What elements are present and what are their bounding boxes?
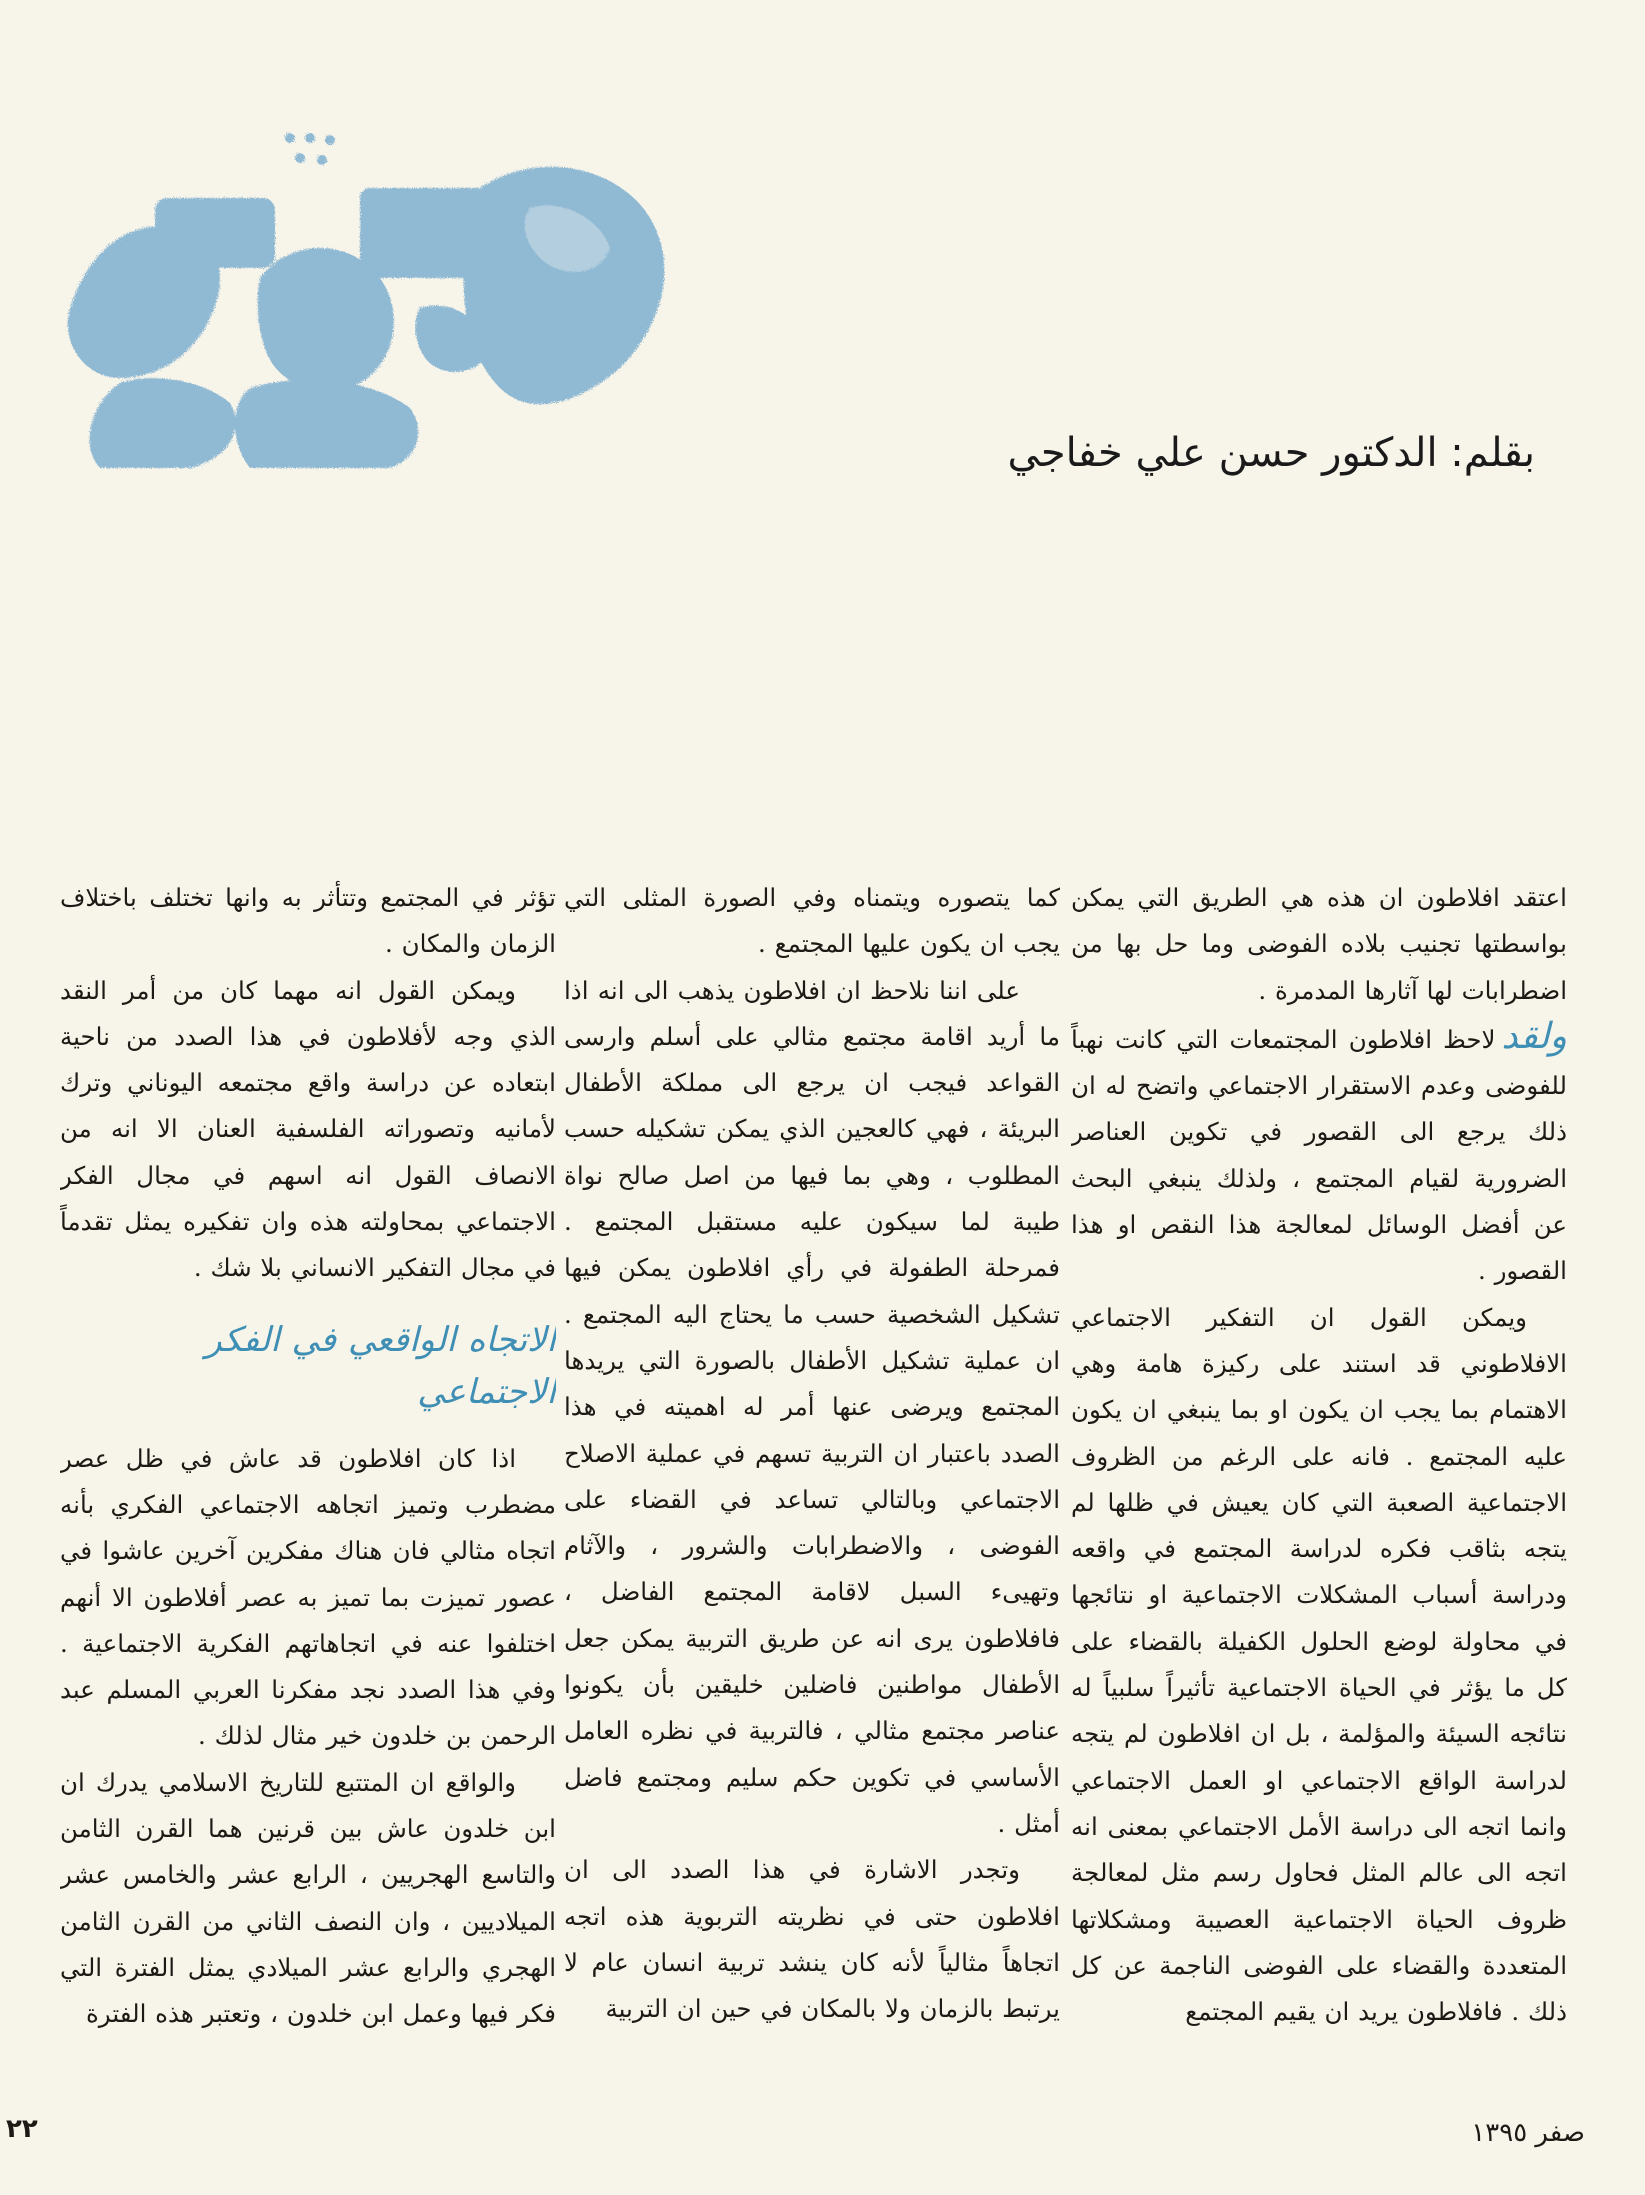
article-column-right [1071,875,1567,2085]
paragraph: ويمكن القول انه مهما كان من أمر النقد الذي وجه لأفلاطون في هذا الصدد من ناحية ابتعاده عن دراسة واقع مجتمعه اليوناني وترك لأمانيه وتصوراته الفلسفية العنان الا انه من الانصاف القول انه اسهم في مجال الفكر الاجتماعي بمحاولته هذه وان تفكيره يمثل تقدماً في مجال التفكير الانساني بلا شك . [60,975,556,1283]
paragraph: والواقع ان المتتبع للتاريخ الاسلامي يدرك ان ابن خلدون عاش بين قرنين هما القرن الثامن والتاسع الهجريين ، الرابع عشر والخامس عشر الميلاديين ، وان النصف الثاني من القرن الثامن الهجري والرابع عشر الميلادي يمثل الفترة التي فكر فيها وعمل ابن خلدون ، وتعتبر هذه الفترة [60,1767,556,2029]
paragraph-with-drop-word [1071,1014,1567,1295]
section-subheading: الاتجاه الواقعي في الفكر الاجتماعي [205,1319,556,1412]
article-column-middle [564,875,1060,2085]
photo-collage-image [60,128,720,473]
paragraph: ويمكن القول ان التفكير الاجتماعي الافلاطوني قد استند على ركيزة هامة وهي الاهتمام بما يجب ان يكون او بما ينبغي ان يكون عليه المجتمع . فانه على الرغم من الظروف الاجتماعية الصعبة التي كان يعيش في ظلها لم يتجه بثاقب فكره لدراسة المجتمع في واقعه ودراسة أسباب المشكلات الاجتماعية او نتائجها في محاولة لوضع الحلول الكفيلة بالقضاء على كل ما يؤثر في الحياة الاجتماعية تأثيراً سلبياً له نتائجه السيئة والمؤلمة ، بل ان افلاطون لم يتجه لدراسة الواقع الاجتماعي او العمل الاجتماعي وانما اتجه الى دراسة الأمل الاجتماعي بمعنى انه اتجه الى عالم المثل فحاول رسم مثل لمعالجة ظروف الحياة الاجتماعية العصيبة ومشكلاتها المتعددة والقضاء على الفوضى الناجمة عن كل ذلك . فافلاطون يريد ان يقيم المجتمع [1071,1302,1567,2027]
paragraph-text: لاحظ افلاطون المجتمعات التي كانت نهباً للفوضى وعدم الاستقرار الاجتماعي واتضح له ان ذلك يرجع الى القصور في تكوين العناصر الضرورية لقيام المجتمع ، ولذلك ينبغي البحث عن أفضل الوسائل لمعالجة هذا النقص او هذا القصور . [1071,1024,1567,1286]
author-byline: بقلم: الدكتور حسن علي خفاجي [1007,430,1535,476]
decorative-drop-word: ولقد [1501,1015,1567,1057]
paragraph: تؤثر في المجتمع وتتأثر به وانها تختلف باختلاف الزمان والمكان . [60,883,556,959]
page-number: ٢٢ [6,2114,38,2144]
issue-date: صفر ١٣٩٥ [1471,2118,1585,2148]
header-photo [60,128,720,473]
paragraph: اعتقد افلاطون ان هذه هي الطريق التي يمكن بواسطتها تجنيب بلاده الفوضى وما حل بها من اضطرابات لها آثارها المدمرة . [1071,883,1567,1005]
paragraph: اذا كان افلاطون قد عاش في ظل عصر مضطرب وتميز اتجاهه الاجتماعي الفكري بأنه اتجاه مثالي فان هناك مفكرين آخرين عاشوا في عصور تميزت بما تميز به عصر أفلاطون الا أنهم اختلفوا عنه في اتجاهاتهم الفكرية الاجتماعية . وفي هذا الصدد نجد مفكرنا العربي المسلم عبد الرحمن بن خلدون خير مثال لذلك . [60,1443,556,1751]
paragraph: على اننا نلاحظ ان افلاطون يذهب الى انه اذا ما أريد اقامة مجتمع مثالي على أسلم وارسى القواعد فيجب ان يرجع الى مملكة الأطفال البريئة ، فهي كالعجين الذي يمكن تشكيله حسب المطلوب ، وهي بما فيها من اصل صالح نواة طيبة لما سيكون عليه مستقبل المجتمع . فمرحلة الطفولة في رأي افلاطون يمكن فيها تشكيل الشخصية حسب ما يحتاج اليه المجتمع . ان عملية تشكيل الأطفال بالصورة التي يريدها المجتمع ويرضى عنها أمر له اهميته في هذا الصدد باعتبار ان التربية تسهم في عملية الاصلاح الاجتماعي وبالتالي تساعد في القضاء على الفوضى ، والاضطرابات والشرور ، والآثام وتهيىء السبل لاقامة المجتمع الفاضل ، فافلاطون يرى انه عن طريق التربية يمكن جعل الأطفال مواطنين فاضلين خليقين بأن يكونوا عناصر مجتمع مثالي ، فالتربية في نظره العامل الأساسي في تكوين حكم سليم ومجتمع فاضل أمثل . [564,975,1060,1838]
paragraph: كما يتصوره ويتمناه وفي الصورة المثلى التي يجب ان يكون عليها المجتمع . [564,883,1060,959]
paragraph: وتجدر الاشارة في هذا الصدد الى ان افلاطون حتى في نظريته التربوية هذه اتجه اتجاهاً مثالياً لأنه كان ينشد تربية انسان عام لا يرتبط بالزمان ولا بالمكان في حين ان التربية [564,1855,1060,2024]
article-column-left [60,875,556,2085]
